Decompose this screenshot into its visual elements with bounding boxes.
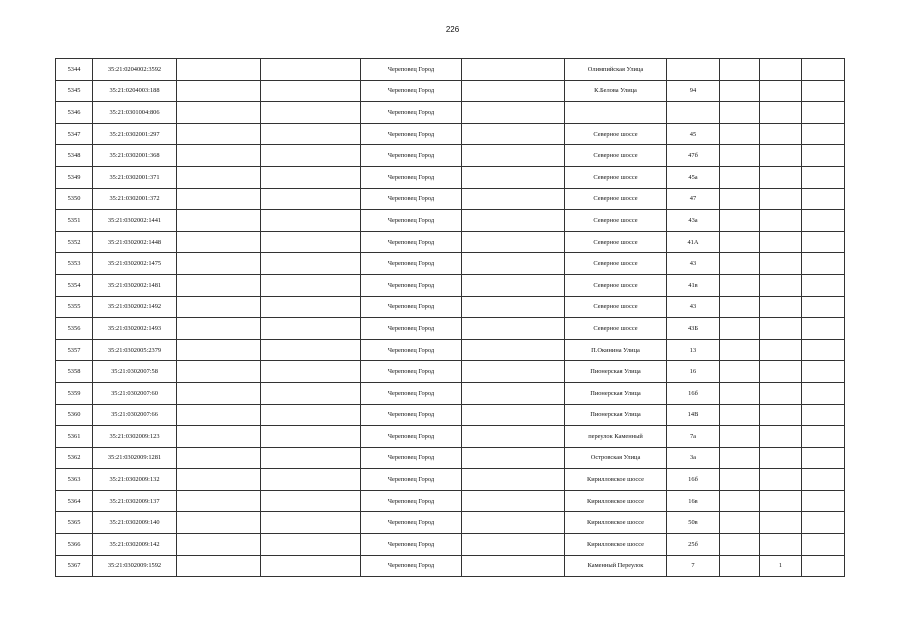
empty-cell-9: [720, 426, 760, 448]
value-cell-10: [760, 123, 802, 145]
empty-cell-4: [261, 253, 361, 275]
row-number-cell: 5345: [56, 80, 93, 102]
empty-cell-9: [720, 534, 760, 556]
value-cell-10: [760, 253, 802, 275]
city-cell: Череповец Город: [361, 361, 462, 383]
value-cell-10: [760, 80, 802, 102]
empty-cell-4: [261, 123, 361, 145]
empty-cell-3: [177, 490, 261, 512]
cadastral-number-cell: 35:21:0302002:1441: [93, 210, 177, 232]
row-number-cell: 5349: [56, 166, 93, 188]
house-number-cell: [667, 102, 720, 124]
table-row: [56, 512, 845, 534]
row-number-cell: 5352: [56, 231, 93, 253]
empty-cell-11: [802, 447, 845, 469]
empty-cell-4: [261, 274, 361, 296]
empty-cell-11: [802, 426, 845, 448]
row-number-cell: 5355: [56, 296, 93, 318]
cadastral-number-cell: 35:21:0302002:1481: [93, 274, 177, 296]
empty-cell-6: [462, 318, 565, 340]
street-cell: Северное шоссе: [565, 318, 667, 340]
value-cell-10: [760, 447, 802, 469]
empty-cell-3: [177, 512, 261, 534]
empty-cell-11: [802, 274, 845, 296]
empty-cell-11: [802, 490, 845, 512]
street-cell: Кирилловское шоссе: [565, 512, 667, 534]
city-cell: Череповец Город: [361, 318, 462, 340]
house-number-cell: 47б: [667, 145, 720, 167]
street-cell: Северное шоссе: [565, 296, 667, 318]
empty-cell-3: [177, 231, 261, 253]
city-cell: Череповец Город: [361, 404, 462, 426]
city-cell: Череповец Город: [361, 339, 462, 361]
street-cell: Пионерская Улица: [565, 382, 667, 404]
street-cell: Северное шоссе: [565, 274, 667, 296]
empty-cell-3: [177, 274, 261, 296]
empty-cell-11: [802, 512, 845, 534]
empty-cell-3: [177, 80, 261, 102]
city-cell: Череповец Город: [361, 296, 462, 318]
value-cell-10: [760, 512, 802, 534]
city-cell: Череповец Город: [361, 469, 462, 491]
empty-cell-6: [462, 59, 565, 81]
empty-cell-6: [462, 555, 565, 577]
city-cell: Череповец Город: [361, 490, 462, 512]
cadastral-number-cell: 35:21:0302007:66: [93, 404, 177, 426]
empty-cell-9: [720, 123, 760, 145]
empty-cell-6: [462, 469, 565, 491]
house-number-cell: 43: [667, 296, 720, 318]
empty-cell-9: [720, 318, 760, 340]
empty-cell-6: [462, 296, 565, 318]
table-row: [56, 80, 845, 102]
empty-cell-6: [462, 490, 565, 512]
empty-cell-4: [261, 339, 361, 361]
house-number-cell: 7: [667, 555, 720, 577]
empty-cell-11: [802, 339, 845, 361]
row-number-cell: 5364: [56, 490, 93, 512]
value-cell-10: [760, 469, 802, 491]
city-cell: Череповец Город: [361, 210, 462, 232]
house-number-cell: 43а: [667, 210, 720, 232]
empty-cell-6: [462, 534, 565, 556]
empty-cell-6: [462, 426, 565, 448]
table-row: [56, 426, 845, 448]
empty-cell-3: [177, 447, 261, 469]
cadastral-number-cell: 35:21:0302009:142: [93, 534, 177, 556]
city-cell: Череповец Город: [361, 512, 462, 534]
table-row: [56, 404, 845, 426]
empty-cell-6: [462, 253, 565, 275]
empty-cell-6: [462, 102, 565, 124]
value-cell-10: [760, 404, 802, 426]
value-cell-10: [760, 231, 802, 253]
row-number-cell: 5354: [56, 274, 93, 296]
table-row: [56, 361, 845, 383]
row-number-cell: 5367: [56, 555, 93, 577]
value-cell-10: [760, 382, 802, 404]
empty-cell-11: [802, 102, 845, 124]
cadastral-number-cell: 35:21:0302009:140: [93, 512, 177, 534]
cadastral-number-cell: 35:21:0204003:188: [93, 80, 177, 102]
row-number-cell: 5350: [56, 188, 93, 210]
house-number-cell: 7а: [667, 426, 720, 448]
cadastral-number-cell: 35:21:0302007:60: [93, 382, 177, 404]
street-cell: Олимпийская Улица: [565, 59, 667, 81]
row-number-cell: 5358: [56, 361, 93, 383]
row-number-cell: 5361: [56, 426, 93, 448]
value-cell-10: [760, 339, 802, 361]
cadastral-number-cell: 35:21:0301004:806: [93, 102, 177, 124]
empty-cell-3: [177, 145, 261, 167]
cadastral-number-cell: 35:21:0302002:1448: [93, 231, 177, 253]
row-number-cell: 5347: [56, 123, 93, 145]
house-number-cell: 14В: [667, 404, 720, 426]
empty-cell-11: [802, 534, 845, 556]
empty-cell-6: [462, 123, 565, 145]
empty-cell-4: [261, 404, 361, 426]
city-cell: Череповец Город: [361, 80, 462, 102]
empty-cell-9: [720, 102, 760, 124]
cadastral-number-cell: 35:21:0302009:137: [93, 490, 177, 512]
row-number-cell: 5348: [56, 145, 93, 167]
table-row: [56, 145, 845, 167]
empty-cell-6: [462, 361, 565, 383]
table-row: [56, 318, 845, 340]
empty-cell-9: [720, 145, 760, 167]
city-cell: Череповец Город: [361, 426, 462, 448]
house-number-cell: 16: [667, 361, 720, 383]
row-number-cell: 5357: [56, 339, 93, 361]
street-cell: Северное шоссе: [565, 166, 667, 188]
empty-cell-3: [177, 188, 261, 210]
street-cell: Каменный Переулок: [565, 555, 667, 577]
table-row: [56, 210, 845, 232]
empty-cell-11: [802, 469, 845, 491]
street-cell: переулок Каменный: [565, 426, 667, 448]
empty-cell-9: [720, 253, 760, 275]
empty-cell-3: [177, 166, 261, 188]
empty-cell-11: [802, 166, 845, 188]
empty-cell-9: [720, 404, 760, 426]
empty-cell-3: [177, 339, 261, 361]
empty-cell-9: [720, 210, 760, 232]
empty-cell-9: [720, 382, 760, 404]
cadastral-number-cell: 35:21:0302002:1492: [93, 296, 177, 318]
row-number-cell: 5351: [56, 210, 93, 232]
house-number-cell: 41в: [667, 274, 720, 296]
house-number-cell: 16в: [667, 490, 720, 512]
value-cell-10: [760, 188, 802, 210]
house-number-cell: 3а: [667, 447, 720, 469]
empty-cell-11: [802, 296, 845, 318]
house-number-cell: 13: [667, 339, 720, 361]
empty-cell-3: [177, 296, 261, 318]
empty-cell-4: [261, 512, 361, 534]
city-cell: Череповец Город: [361, 534, 462, 556]
empty-cell-6: [462, 339, 565, 361]
empty-cell-9: [720, 361, 760, 383]
street-cell: Островская Улица: [565, 447, 667, 469]
empty-cell-6: [462, 447, 565, 469]
row-number-cell: 5360: [56, 404, 93, 426]
street-cell: Северное шоссе: [565, 231, 667, 253]
table-row: [56, 447, 845, 469]
cadastral-number-cell: 35:21:0204002:3592: [93, 59, 177, 81]
street-cell: Северное шоссе: [565, 210, 667, 232]
empty-cell-3: [177, 318, 261, 340]
city-cell: Череповец Город: [361, 253, 462, 275]
value-cell-10: [760, 318, 802, 340]
empty-cell-4: [261, 534, 361, 556]
empty-cell-9: [720, 447, 760, 469]
house-number-cell: 50в: [667, 512, 720, 534]
empty-cell-9: [720, 59, 760, 81]
value-cell-10: [760, 59, 802, 81]
city-cell: Череповец Город: [361, 231, 462, 253]
empty-cell-9: [720, 80, 760, 102]
row-number-cell: 5365: [56, 512, 93, 534]
empty-cell-4: [261, 188, 361, 210]
empty-cell-3: [177, 534, 261, 556]
street-cell: К.Белова Улица: [565, 80, 667, 102]
value-cell-10: [760, 534, 802, 556]
empty-cell-11: [802, 80, 845, 102]
table-row: [56, 166, 845, 188]
empty-cell-9: [720, 296, 760, 318]
empty-cell-4: [261, 166, 361, 188]
value-cell-10: 1: [760, 555, 802, 577]
empty-cell-6: [462, 188, 565, 210]
cadastral-number-cell: 35:21:0302001:371: [93, 166, 177, 188]
empty-cell-11: [802, 382, 845, 404]
cadastral-number-cell: 35:21:0302001:297: [93, 123, 177, 145]
empty-cell-4: [261, 59, 361, 81]
empty-cell-4: [261, 382, 361, 404]
table-row: [56, 339, 845, 361]
empty-cell-3: [177, 404, 261, 426]
empty-cell-3: [177, 59, 261, 81]
empty-cell-4: [261, 80, 361, 102]
empty-cell-6: [462, 512, 565, 534]
empty-cell-6: [462, 382, 565, 404]
table-row: [56, 253, 845, 275]
house-number-cell: 43Б: [667, 318, 720, 340]
empty-cell-4: [261, 555, 361, 577]
value-cell-10: [760, 102, 802, 124]
empty-cell-4: [261, 469, 361, 491]
empty-cell-4: [261, 318, 361, 340]
empty-cell-11: [802, 231, 845, 253]
empty-cell-9: [720, 188, 760, 210]
empty-cell-11: [802, 253, 845, 275]
empty-cell-9: [720, 274, 760, 296]
street-cell: Северное шоссе: [565, 188, 667, 210]
empty-cell-9: [720, 166, 760, 188]
house-number-cell: 16б: [667, 469, 720, 491]
row-number-cell: 5353: [56, 253, 93, 275]
house-number-cell: 94: [667, 80, 720, 102]
empty-cell-4: [261, 102, 361, 124]
empty-cell-4: [261, 296, 361, 318]
empty-cell-9: [720, 469, 760, 491]
empty-cell-11: [802, 361, 845, 383]
city-cell: Череповец Город: [361, 166, 462, 188]
table-row: [56, 490, 845, 512]
empty-cell-9: [720, 555, 760, 577]
table-row: [56, 534, 845, 556]
empty-cell-3: [177, 102, 261, 124]
empty-cell-9: [720, 231, 760, 253]
street-cell: Кирилловское шоссе: [565, 490, 667, 512]
city-cell: Череповец Город: [361, 59, 462, 81]
city-cell: Череповец Город: [361, 145, 462, 167]
row-number-cell: 5344: [56, 59, 93, 81]
house-number-cell: 16б: [667, 382, 720, 404]
cadastral-number-cell: 35:21:0302002:1475: [93, 253, 177, 275]
street-cell: Северное шоссе: [565, 145, 667, 167]
value-cell-10: [760, 166, 802, 188]
city-cell: Череповец Город: [361, 123, 462, 145]
empty-cell-4: [261, 145, 361, 167]
house-number-cell: 43: [667, 253, 720, 275]
street-cell: Кирилловское шоссе: [565, 534, 667, 556]
cadastral-number-cell: 35:21:0302001:372: [93, 188, 177, 210]
row-number-cell: 5356: [56, 318, 93, 340]
empty-cell-4: [261, 447, 361, 469]
value-cell-10: [760, 210, 802, 232]
house-number-cell: 47: [667, 188, 720, 210]
table-row: [56, 469, 845, 491]
empty-cell-6: [462, 210, 565, 232]
empty-cell-11: [802, 123, 845, 145]
empty-cell-3: [177, 382, 261, 404]
empty-cell-4: [261, 490, 361, 512]
empty-cell-6: [462, 231, 565, 253]
empty-cell-3: [177, 253, 261, 275]
value-cell-10: [760, 490, 802, 512]
table-row: [56, 231, 845, 253]
empty-cell-3: [177, 469, 261, 491]
city-cell: Череповец Город: [361, 447, 462, 469]
cadastral-number-cell: 35:21:0302002:1493: [93, 318, 177, 340]
empty-cell-11: [802, 59, 845, 81]
cadastral-number-cell: 35:21:0302009:132: [93, 469, 177, 491]
empty-cell-6: [462, 80, 565, 102]
city-cell: Череповец Город: [361, 188, 462, 210]
empty-cell-11: [802, 404, 845, 426]
row-number-cell: 5363: [56, 469, 93, 491]
house-number-cell: 41А: [667, 231, 720, 253]
empty-cell-4: [261, 361, 361, 383]
empty-cell-3: [177, 426, 261, 448]
empty-cell-9: [720, 339, 760, 361]
street-cell: П.Окинина Улица: [565, 339, 667, 361]
house-number-cell: [667, 59, 720, 81]
city-cell: Череповец Город: [361, 555, 462, 577]
empty-cell-6: [462, 274, 565, 296]
empty-cell-9: [720, 512, 760, 534]
cadastral-number-cell: 35:21:0302009:123: [93, 426, 177, 448]
register-table: [55, 58, 845, 577]
table-row: [56, 296, 845, 318]
empty-cell-4: [261, 210, 361, 232]
cadastral-number-cell: 35:21:0302001:368: [93, 145, 177, 167]
empty-cell-11: [802, 188, 845, 210]
street-cell: [565, 102, 667, 124]
empty-cell-6: [462, 166, 565, 188]
street-cell: Северное шоссе: [565, 123, 667, 145]
table-row: [56, 274, 845, 296]
empty-cell-11: [802, 555, 845, 577]
empty-cell-9: [720, 490, 760, 512]
street-cell: Северное шоссе: [565, 253, 667, 275]
cadastral-number-cell: 35:21:0302007:58: [93, 361, 177, 383]
table-row: [56, 382, 845, 404]
cadastral-number-cell: 35:21:0302009:1281: [93, 447, 177, 469]
city-cell: Череповец Город: [361, 382, 462, 404]
empty-cell-3: [177, 123, 261, 145]
row-number-cell: 5346: [56, 102, 93, 124]
house-number-cell: 25б: [667, 534, 720, 556]
empty-cell-3: [177, 361, 261, 383]
value-cell-10: [760, 426, 802, 448]
street-cell: Кирилловское шоссе: [565, 469, 667, 491]
city-cell: Череповец Город: [361, 274, 462, 296]
value-cell-10: [760, 274, 802, 296]
city-cell: Череповец Город: [361, 102, 462, 124]
house-number-cell: 45а: [667, 166, 720, 188]
cadastral-number-cell: 35:21:0302005:2379: [93, 339, 177, 361]
cadastral-number-cell: 35:21:0302009:1592: [93, 555, 177, 577]
empty-cell-11: [802, 210, 845, 232]
table-row: [56, 59, 845, 81]
empty-cell-11: [802, 318, 845, 340]
empty-cell-3: [177, 210, 261, 232]
street-cell: Пионерская Улица: [565, 361, 667, 383]
empty-cell-3: [177, 555, 261, 577]
house-number-cell: 45: [667, 123, 720, 145]
value-cell-10: [760, 145, 802, 167]
table-row: [56, 188, 845, 210]
value-cell-10: [760, 296, 802, 318]
table-row: [56, 123, 845, 145]
row-number-cell: 5359: [56, 382, 93, 404]
empty-cell-11: [802, 145, 845, 167]
empty-cell-4: [261, 231, 361, 253]
street-cell: Пионерская Улица: [565, 404, 667, 426]
empty-cell-6: [462, 145, 565, 167]
page-number: 226: [445, 25, 460, 34]
table-row: [56, 555, 845, 577]
row-number-cell: 5366: [56, 534, 93, 556]
table-row: [56, 102, 845, 124]
empty-cell-4: [261, 426, 361, 448]
row-number-cell: 5362: [56, 447, 93, 469]
value-cell-10: [760, 361, 802, 383]
empty-cell-6: [462, 404, 565, 426]
